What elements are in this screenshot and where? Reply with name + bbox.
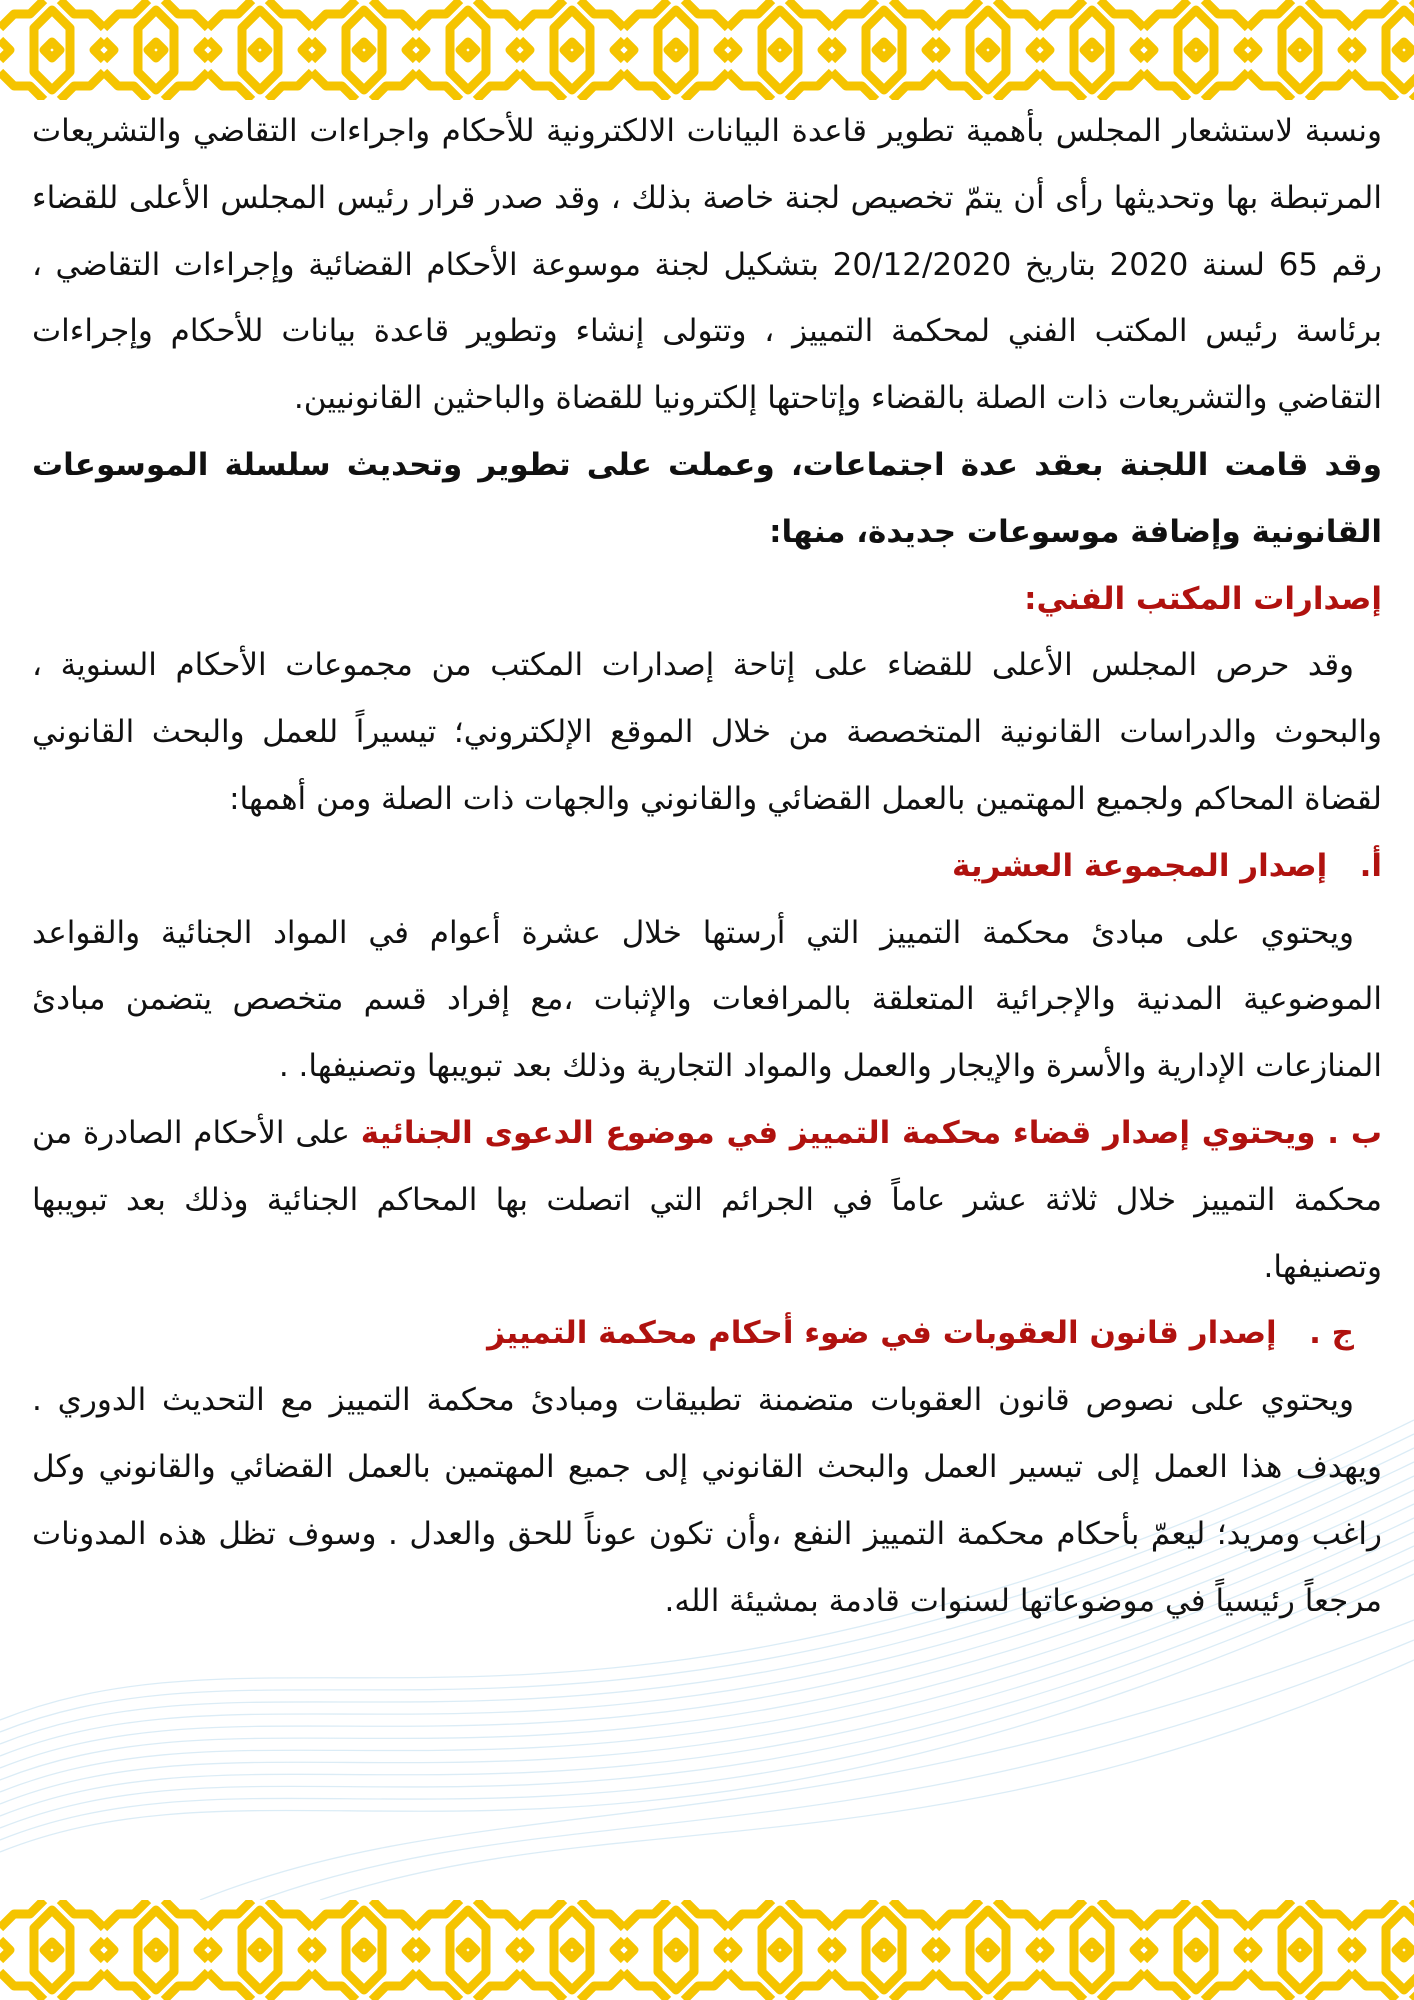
item-a-heading xyxy=(32,833,1382,900)
item-c-marker: ج . xyxy=(1309,1315,1354,1352)
item-b-title: ب . ويحتوي إصدار قضاء محكمة التمييز في موضوع الدعوى الجنائية xyxy=(360,1114,1383,1151)
section-heading-publications: إصدارات المكتب الفني: xyxy=(1024,580,1382,617)
top-ornament-band xyxy=(0,0,1414,100)
document-body xyxy=(32,98,1382,1634)
paragraph-committee: وقد قامت اللجنة بعقد عدة اجتماعات، وعملت على تطوير وتحديث سلسلة الموسوعات القانونية وإضافة موسوعات جديدة، منها: xyxy=(32,446,1382,550)
bottom-ornament-band xyxy=(0,1900,1414,2000)
item-a-marker: أ. xyxy=(1359,847,1382,884)
paragraph-item-b xyxy=(32,1100,1382,1300)
item-a-title: إصدار المجموعة العشرية xyxy=(952,847,1328,884)
item-c-title: إصدار قانون العقوبات في ضوء أحكام محكمة التمييز xyxy=(487,1315,1277,1352)
paragraph-item-a: ويحتوي على مبادئ محكمة التمييز التي أرستها خلال عشرة أعوام في المواد الجنائية والقواعد الموضوعية المدنية والإجرائية المتعلقة بالمرافعات والإثبات ،مع إفراد قسم متخصص يتضمن مبادئ المنازعات الإدارية والأسرة والإيجار والعمل والمواد التجارية وذلك بعد تبويبها وتصنيفها. . xyxy=(32,914,1382,1085)
item-b-text: على الأحكام الصادرة من محكمة التمييز خلال ثلاثة عشر عاماً في الجرائم التي اتصلت بها المحاكم الجنائية وذلك بعد تبويبها وتصنيفها. xyxy=(32,1114,1382,1285)
paragraph-intro: ونسبة لاستشعار المجلس بأهمية تطوير قاعدة البيانات الالكترونية للأحكام واجراءات التقاضي والتشريعات المرتبطة بها وتحديثها رأى أن يتمّ تخصيص لجنة خاصة بذلك ، وقد صدر قرار رئيس المجلس الأعلى للقضاء رقم 65 لسنة 2020 بتاريخ 20/12/2020 بتشكيل لجنة موسوعة الأحكام القضائية وإجراءات التقاضي ، برئاسة رئيس المكتب الفني لمحكمة التمييز ، وتتولى إنشاء وتطوير قاعدة بيانات للأحكام وإجراءات التقاضي والتشريعات ذات الصلة بالقضاء وإتاحتها إلكترونيا للقضاة والباحثين القانونيين. xyxy=(32,113,1382,417)
paragraph-publications: وقد حرص المجلس الأعلى للقضاء على إتاحة إصدارات المكتب من مجموعات الأحكام السنوية ، والبحوث والدراسات القانونية المتخصصة من خلال الموقع الإلكتروني؛ تيسيراً للعمل والبحث القانوني لقضاة المحاكم ولجميع المهتمين بالعمل القضائي والقانوني والجهات ذات الصلة ومن أهمها: xyxy=(32,647,1382,817)
item-c-heading xyxy=(32,1300,1382,1367)
paragraph-item-c: ويحتوي على نصوص قانون العقوبات متضمنة تطبيقات ومبادئ محكمة التمييز مع التحديث الدوري . ويهدف هذا العمل إلى تيسير العمل والبحث القانوني إلى جميع المهتمين بالعمل القضائي والقانوني وكل راغب ومريد؛ ليعمّ بأحكام محكمة التمييز النفع ،وأن تكون عوناً للحق والعدل . وسوف تظل هذه المدونات مرجعاً رئيسياً في موضوعاتها لسنوات قادمة بمشيئة الله. xyxy=(32,1382,1382,1619)
